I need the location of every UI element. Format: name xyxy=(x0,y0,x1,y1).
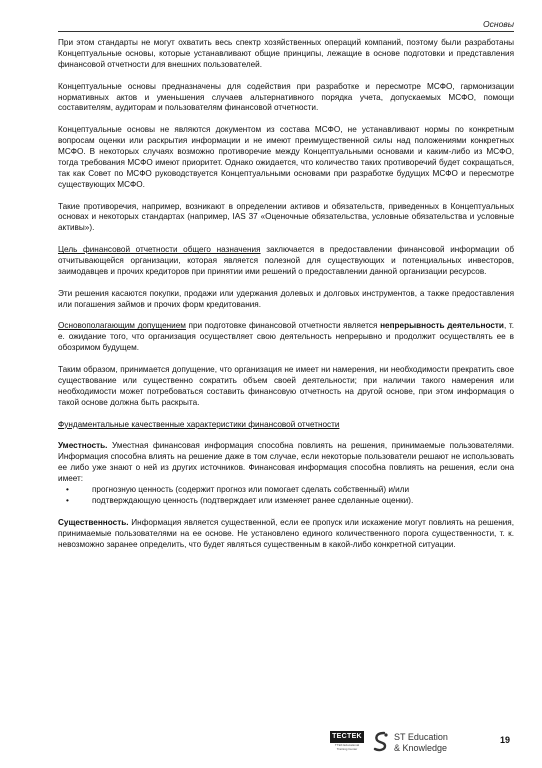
paragraph-3: Концептуальные основы не являются документом из состава МСФО, не устанавливают нормы по конкретным вопросам оценки или раскрытия информации и не имеют преимущественной силы над положениями конкретных МСФО. В некоторых случаях возможно противоречие между Концептуальными основами и каким-либо из МСФО, тогда требования МСФО имеют приоритет. Однако ожидается, что количество таких противоречий будет сокращаться, так как Совет по МСФО руководствуется Концептуальными основами при разработке будущих МСФО и пересмотре существующих МСФО. xyxy=(58,125,514,189)
st-logo-mark-icon xyxy=(372,731,390,753)
running-header-title: Основы xyxy=(483,19,514,29)
term-materiality: Существенность. xyxy=(58,517,129,527)
paragraph-1: При этом стандарты не могут охватить весь спектр хозяйственных операций компаний, поэтому были разработаны Концептуальные основы, которые устанавливают общие принципы, лежащие в основе подготовки и представления финансовой отчетности для внешних пользователей. xyxy=(58,38,514,69)
paragraph-7-text-b: , т. е. ожидание того, что организация осуществляет свою деятельность непрерывно и продолжит осуществлять ее в обозримом будущем. xyxy=(58,321,515,353)
paragraph-4: Такие противоречия, например, возникают в определении активов и обязательств, приведенных в Концептуальных основах и некоторых стандартах (например, IAS 37 «Оценочные обязательства, условные обязательства и условные активы»). xyxy=(58,201,514,233)
term-relevance: Уместность. xyxy=(58,441,108,451)
header-divider xyxy=(58,31,514,32)
list-item: • прогнозную ценность (содержит прогноз или помогает сделать собственный) и/или xyxy=(78,485,514,496)
tectek-logo-wordmark: TECTEK xyxy=(330,731,364,743)
paragraph-8: Таким образом, принимается допущение, что организация не имеет ни намерения, ни необходимости прекратить свое существование или существенно сократить объем своей деятельности; при наличии такого намерения или необходимости может потребоваться составить финансовую отчетность на другой основе, при этом информация о такой основе должна быть раскрыта. xyxy=(58,365,514,407)
st-logo-line1: ST Education xyxy=(394,732,448,742)
paragraph-7 xyxy=(58,321,514,354)
paragraph-5 xyxy=(58,245,514,278)
paragraph-10-text: Информация является существенной, если ее пропуск или искажение могут повлиять на решения, принимаемые пользователями на ее основе. Не установлено единого количественного порога существенности, т. к. невозможно заранее определить, что будет являться существенным в какой-либо конкретной ситуации. xyxy=(58,517,514,549)
list-item: • подтверждающую ценность (подтверждает или изменяет ранее сделанные оценки). xyxy=(78,496,514,507)
paragraph-10 xyxy=(58,518,514,551)
paragraph-9-text: Уместная финансовая информация способна повлиять на решения, принимаемые пользователями. Информация способна влиять на решение даже в том случае, если некоторые пользователи решают не использовать ее либо уже знают о ней из других источников. Финансовая информация способна повлиять на решения, если она имеет: xyxy=(58,441,514,484)
paragraph-9 xyxy=(58,441,514,485)
term-going-concern: непрерывность деятельности xyxy=(380,321,504,331)
page-number: 19 xyxy=(500,735,511,745)
st-education-logo xyxy=(372,730,452,754)
bullet-list xyxy=(58,485,514,507)
section-heading: Фундаментальные качественные характеристики финансовой отчетности xyxy=(58,419,340,429)
term-underlying-assumption: Основополагающим допущением xyxy=(58,321,186,331)
footer-logos xyxy=(330,729,520,757)
page-body xyxy=(58,38,514,561)
paragraph-7-text-a: при подготовке финансовой отчетности является xyxy=(185,321,381,331)
term-general-purpose-reporting-objective: Цель финансовой отчетности общего назначения xyxy=(58,245,261,255)
paragraph-5-text: заключается в предоставлении финансовой информации об отчитывающейся организации, которая является полезной для существующих и потенциальных инвесторов, заимодавцев и прочих кредиторов при принятии ими решений о предоставлении данной организации ресурсов. xyxy=(58,245,515,276)
st-logo-line2: & Knowledge xyxy=(394,743,448,753)
paragraph-2: Концептуальные основы предназначены для содействия при разработке и пересмотре МСФО, гармонизации нормативных актов и уменьшения случаев альтернативного порядка учета, допускаемых МСФО, помощи составителям, аудиторам и пользователям финансовой отчетности. xyxy=(58,81,514,113)
tectek-logo xyxy=(330,731,364,753)
tectek-logo-tagline: TTEK Educational Training Center xyxy=(334,743,360,751)
paragraph-6: Эти решения касаются покупки, продажи или удержания долевых и долговых инструментов, а также предоставления или погашения займов и прочих форм кредитования. xyxy=(58,288,514,309)
